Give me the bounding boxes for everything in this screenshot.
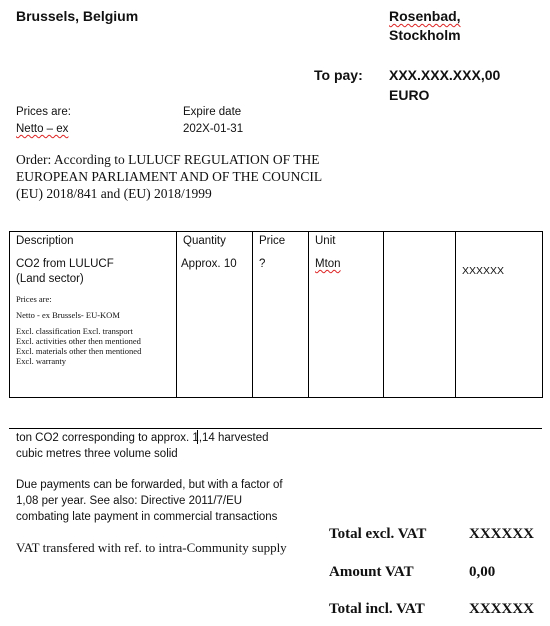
item-unit [309,258,383,270]
prices-value [16,123,68,135]
order-line3: (EU) 2018/841 and (EU) 2018/1999 [16,186,212,201]
table-row [10,232,543,398]
order-line2: EUROPEAN PARLIAMENT AND OF THE COUNCIL [16,169,323,184]
conversion-line1: ton CO2 corresponding to approx. 1,14 harvested [16,432,269,444]
item-total: XXXXXX [462,265,505,277]
vat-note: VAT transfered with ref. to intra-Community supply [16,540,287,555]
header-description: Description [16,235,74,247]
due-line3: combating late payment in commercial transactions [16,511,278,523]
total-excl-value: XXXXXX [469,526,534,542]
unit-cell [309,232,384,398]
prices-value-text: Netto – ex [16,123,69,135]
total-incl-value: XXXXXX [469,601,534,617]
conversion-line2: cubic metres three volume solid [16,448,178,460]
total-excl-label: Total excl. VAT [329,526,427,542]
description-cell [10,232,177,398]
item-unit-text: Mton [315,258,341,270]
item-description-line2: (Land sector) [16,273,84,285]
to-pay-label: To pay: [314,67,363,83]
currency-label: EURO [389,87,430,103]
to-pay-amount: XXX.XXX.XXX,00 [389,67,501,83]
item-price: ? [259,258,266,270]
item-quantity: Approx. 10 [181,258,237,270]
due-line2: 1,08 per year. See also: Directive 2011/7/EU [16,495,243,507]
note-netto: Netto - ex Brussels- EU-KOM [16,310,120,320]
note-classification: Excl. classification Excl. transport [16,326,133,336]
prices-label: Prices are: [16,106,71,118]
total-cell [456,232,543,398]
from-location: Brussels, Belgium [16,8,139,24]
price-cell [253,232,309,398]
expire-label: Expire date [183,106,242,118]
item-description-line1: CO2 from LULUCF [16,258,114,270]
note-prices-label: Prices are: [16,294,52,304]
recipient-line1 [389,8,461,24]
header-unit: Unit [315,235,336,247]
quantity-cell [177,232,253,398]
total-incl-label: Total incl. VAT [329,601,425,617]
order-line1: Order: According to LULUCF REGULATION OF THE [16,152,320,167]
separator-line [9,428,542,429]
header-price: Price [259,235,286,247]
recipient-name: Rosenbad, [389,8,461,24]
amount-vat-label: Amount VAT [329,564,414,580]
expire-value: 202X-01-31 [183,123,244,135]
items-table [9,231,543,398]
empty-cell [384,232,456,398]
recipient-line2: Stockholm [389,27,461,43]
note-materials: Excl. materials other then mentioned [16,346,142,356]
header-quantity: Quantity [183,235,226,247]
note-activities: Excl. activities other then mentioned [16,336,141,346]
note-warranty: Excl. warranty [16,356,67,366]
due-line1: Due payments can be forwarded, but with a factor of [16,479,283,491]
amount-vat-value: 0,00 [469,564,496,580]
